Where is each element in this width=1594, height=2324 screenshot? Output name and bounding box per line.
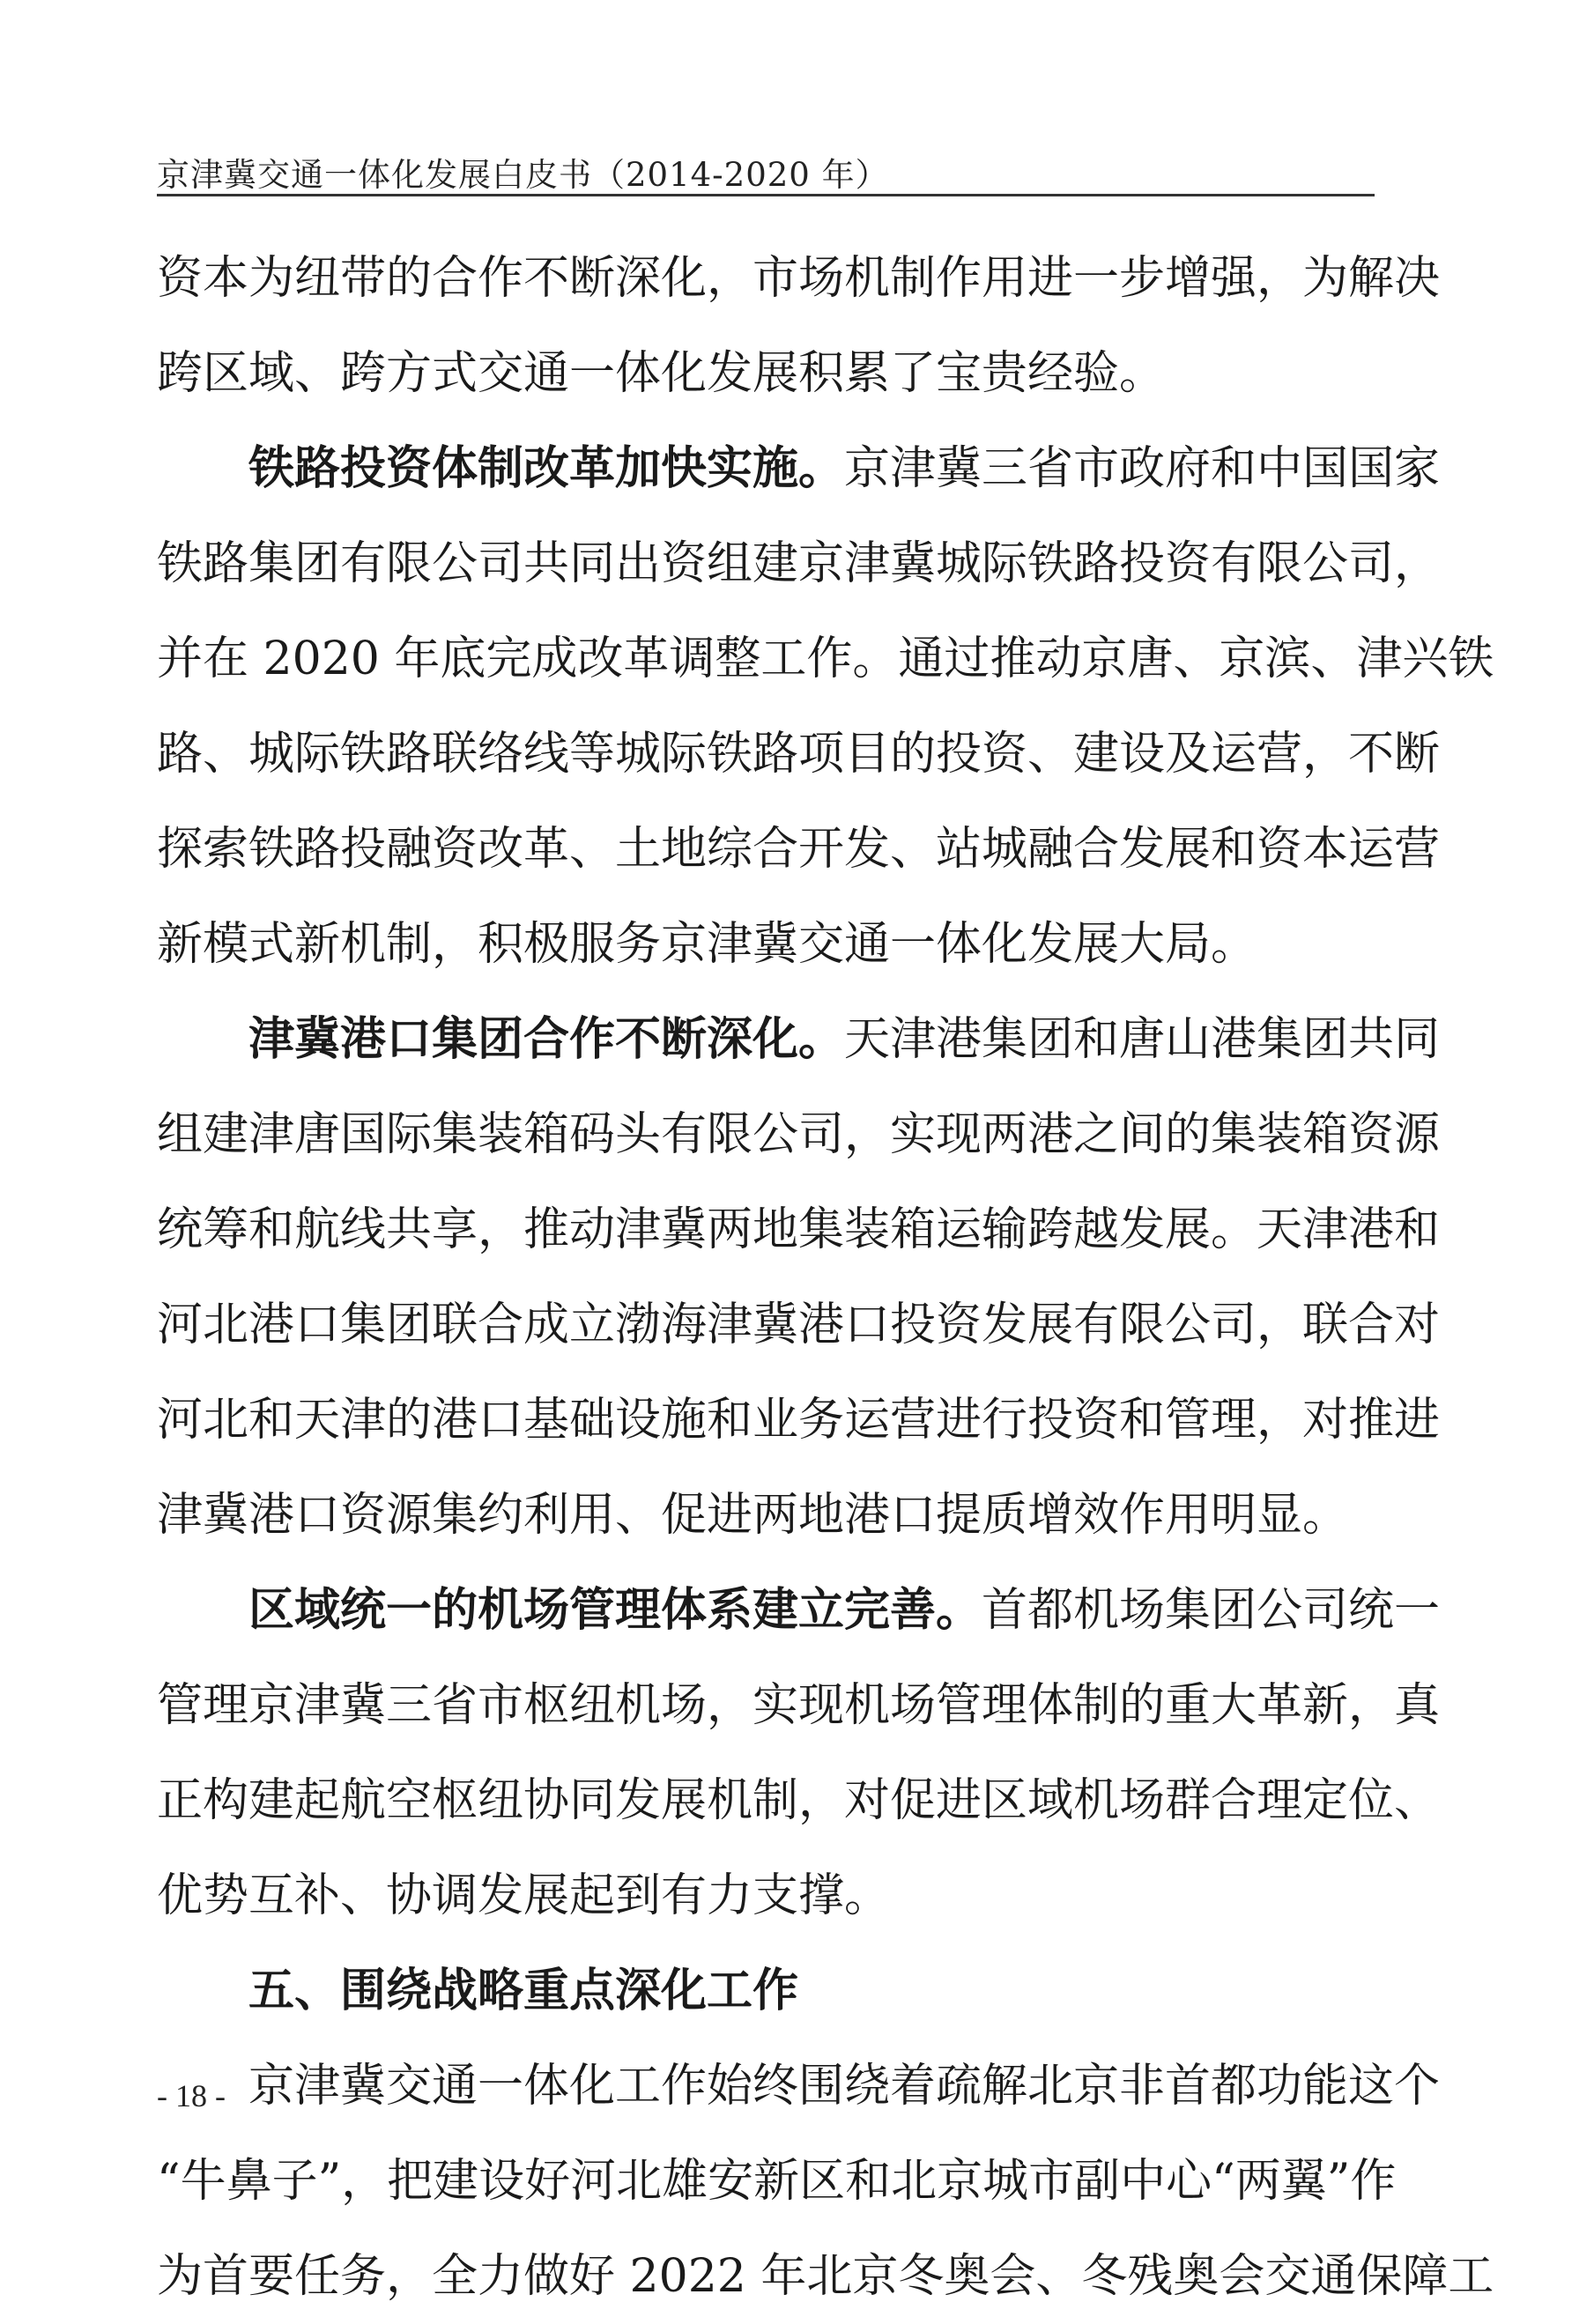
paragraph-first-line: [157, 1563, 1441, 1658]
paragraph-line: 探索铁路投融资改革、土地综合开发、站城融合发展和资本运营: [157, 823, 1441, 876]
paragraph-line: 资本为纽带的合作不断深化，市场机制作用进一步增强，为解决: [157, 252, 1441, 305]
paragraph-line: 并在 2020 年底完成改革调整工作。通过推动京唐、京滨、津兴铁: [157, 633, 1494, 685]
paragraph-line: 优势互补、协调发展起到有力支撑。: [157, 1869, 891, 1922]
paragraph-bold-lead: 津冀港口集团合作不断深化。: [248, 1013, 845, 1066]
paragraph-line: 管理京津冀三省市枢纽机场，实现机场管理体制的重大革新，真: [157, 1679, 1441, 1732]
paragraph-bold-lead: 区域统一的机场管理体系建立完善。: [248, 1584, 982, 1637]
paragraph-line: 铁路集团有限公司共同出资组建京津冀城际铁路投资有限公司，: [157, 537, 1441, 590]
paragraph-line: 统筹和航线共享，推动津冀两地集装箱运输跨越发展。天津港和: [157, 1203, 1441, 1256]
paragraph-line: 跨区域、跨方式交通一体化发展积累了宝贵经验。: [157, 347, 1166, 400]
paragraph-line: 河北港口集团联合成立渤海津冀港口投资发展有限公司，联合对: [157, 1299, 1441, 1351]
running-header: 京津冀交通一体化发展白皮书（2014-2020 年）: [157, 156, 889, 194]
paragraph-text: 京津冀三省市政府和中国国家: [844, 442, 1441, 495]
paragraph-line: 组建津唐国际集装箱码头有限公司，实现两港之间的集装箱资源: [157, 1108, 1441, 1161]
paragraph-first-line: [157, 421, 1441, 516]
paragraph-first-line: [157, 992, 1441, 1087]
paragraph-line: 河北和天津的港口基础设施和业务运营进行投资和管理，对推进: [157, 1394, 1441, 1447]
paragraph-first-line: 京津冀交通一体化工作始终围绕着疏解北京非首都功能这个: [248, 2060, 1441, 2113]
paragraph-bold-lead: 铁路投资体制改革加快实施。: [248, 442, 845, 495]
section-heading: 五、围绕战略重点深化工作: [248, 1965, 799, 2017]
body-text: [157, 231, 1494, 2324]
paragraph-text: 天津港集团和唐山港集团共同: [844, 1013, 1441, 1066]
paragraph-line: 津冀港口资源集约利用、促进两地港口提质增效作用明显。: [157, 1489, 1349, 1542]
paragraph-line: 路、城际铁路联络线等城际铁路项目的投资、建设及运营，不断: [157, 728, 1441, 781]
paragraph-text: 首都机场集团公司统一: [982, 1584, 1441, 1637]
header-rule: [157, 194, 1375, 196]
page-number: - 18 -: [157, 2078, 226, 2113]
paragraph-line: “牛鼻子”，把建设好河北雄安新区和北京城市副中心“两翼”作: [157, 2155, 1397, 2208]
paragraph-line: 新模式新机制，积极服务京津冀交通一体化发展大局。: [157, 918, 1257, 971]
paragraph-line: 正构建起航空枢纽协同发展机制，对促进区域机场群合理定位、: [157, 1774, 1441, 1827]
paragraph-line: 为首要任务，全力做好 2022 年北京冬奥会、冬残奥会交通保障工: [157, 2250, 1494, 2303]
